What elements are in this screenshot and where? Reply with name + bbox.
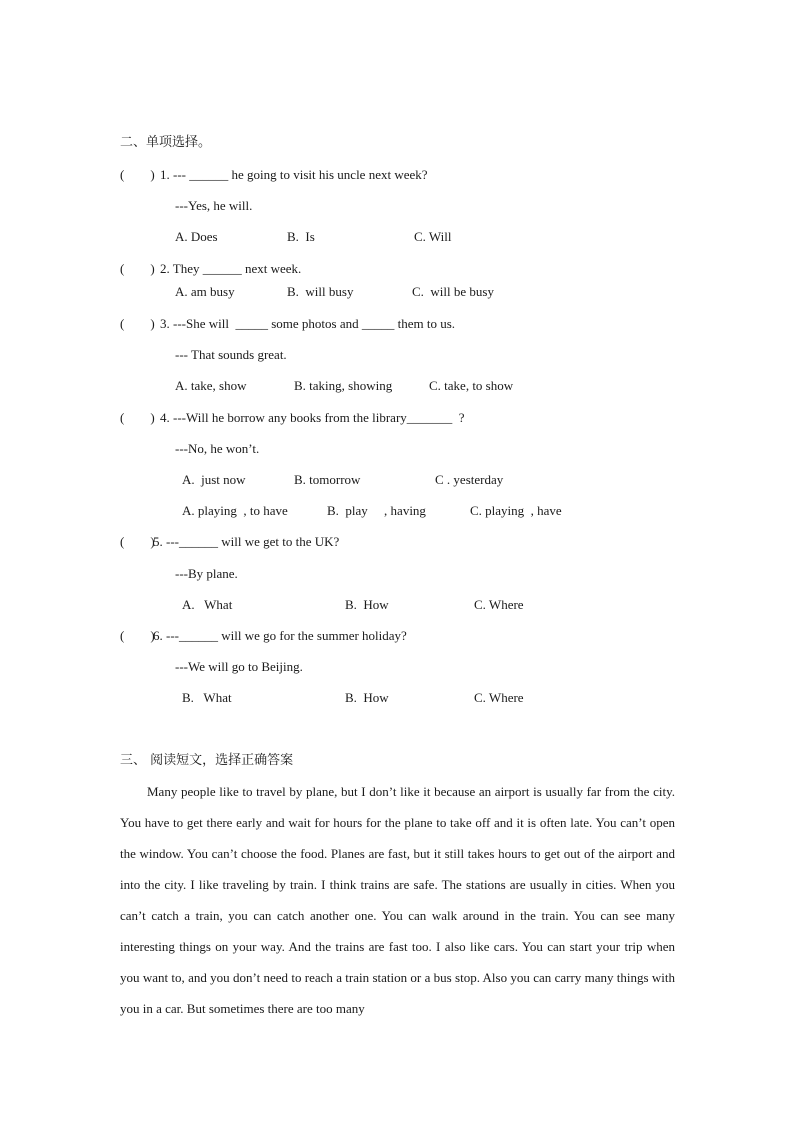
q2-option-b: B. will busy — [287, 284, 354, 299]
q2-option-a: A. am busy — [175, 284, 235, 299]
q4-paren: ( ) — [120, 410, 155, 425]
q6-option-c: C. Where — [474, 690, 524, 705]
q2-paren: ( ) — [120, 261, 155, 276]
q3-answer: --- That sounds great. — [175, 347, 287, 362]
section2-title: 二、单项选择。 — [120, 135, 212, 150]
q4-option-c: C . yesterday — [435, 472, 504, 487]
q4-stem: 4. ---Will he borrow any books from the library_______ ? — [160, 410, 465, 425]
q5-answer: ---By plane. — [175, 566, 238, 581]
q6-answer: ---We will go to Beijing. — [175, 659, 303, 674]
q4-option-b: B. tomorrow — [294, 472, 361, 487]
q1-answer: ---Yes, he will. — [175, 198, 253, 213]
q1-paren: ( ) — [120, 167, 155, 182]
q5-paren: ( ) — [120, 534, 155, 549]
q4-answer: ---No, he won’t. — [175, 441, 260, 456]
section3-title: 三、 阅读短文，选择正确答案 — [120, 753, 294, 768]
q5-stem: 5. ---______ will we get to the UK? — [153, 534, 340, 549]
q3-paren: ( ) — [120, 316, 155, 331]
q5-option-a: A. What — [182, 597, 233, 612]
q1-stem: 1. --- ______ he going to visit his uncle next week? — [160, 167, 428, 182]
reading-paragraph: Many people like to travel by plane, but I don’t like it because an airport is usually far from the city. You have to get there early and wait for hours for the plane to take off and it is often late. You can’t open the window. You can’t choose the food. Planes are fast, but it still takes hours to get out of the airport and into the city. I like traveling by train. I think trains are safe. The stations are usually in cities. When you can’t catch a train, you can catch another one. You can walk around in the train. You can see many interesting things on your way. And the trains are fast too. I also like cars. You can start your trip when you want to, and you don’t need to reach a train station or a bus stop. Also you can carry many things with you in a car. But sometimes there are too many — [120, 784, 675, 1016]
q6-stem: 6. ---______ will we go for the summer holiday? — [153, 628, 407, 643]
q2-stem: 2. They ______ next week. — [160, 261, 302, 276]
q5-option-c: C. Where — [474, 597, 524, 612]
q4-extra-option-b: B. play , having — [327, 503, 426, 518]
q3-option-c: C. take, to show — [429, 378, 514, 393]
q3-option-a: A. take, show — [175, 378, 247, 393]
q4-extra-option-a: A. playing , to have — [182, 503, 288, 518]
q6-option-b: B. How — [345, 690, 389, 705]
q1-option-b: B. Is — [287, 229, 315, 244]
q3-stem: 3. ---She will _____ some photos and _____ them to us. — [160, 316, 456, 331]
q5-option-b: B. How — [345, 597, 389, 612]
q4-option-a: A. just now — [182, 472, 246, 487]
q1-option-a: A. Does — [175, 229, 218, 244]
q4-extra-option-c: C. playing , have — [470, 503, 562, 518]
q6-option-a: B. What — [182, 690, 232, 705]
q3-option-b: B. taking, showing — [294, 378, 393, 393]
q6-paren: ( ) — [120, 628, 155, 643]
reading-passage — [120, 776, 675, 1024]
q2-option-c: C. will be busy — [412, 284, 494, 299]
q1-option-c: C. Will — [414, 229, 452, 244]
